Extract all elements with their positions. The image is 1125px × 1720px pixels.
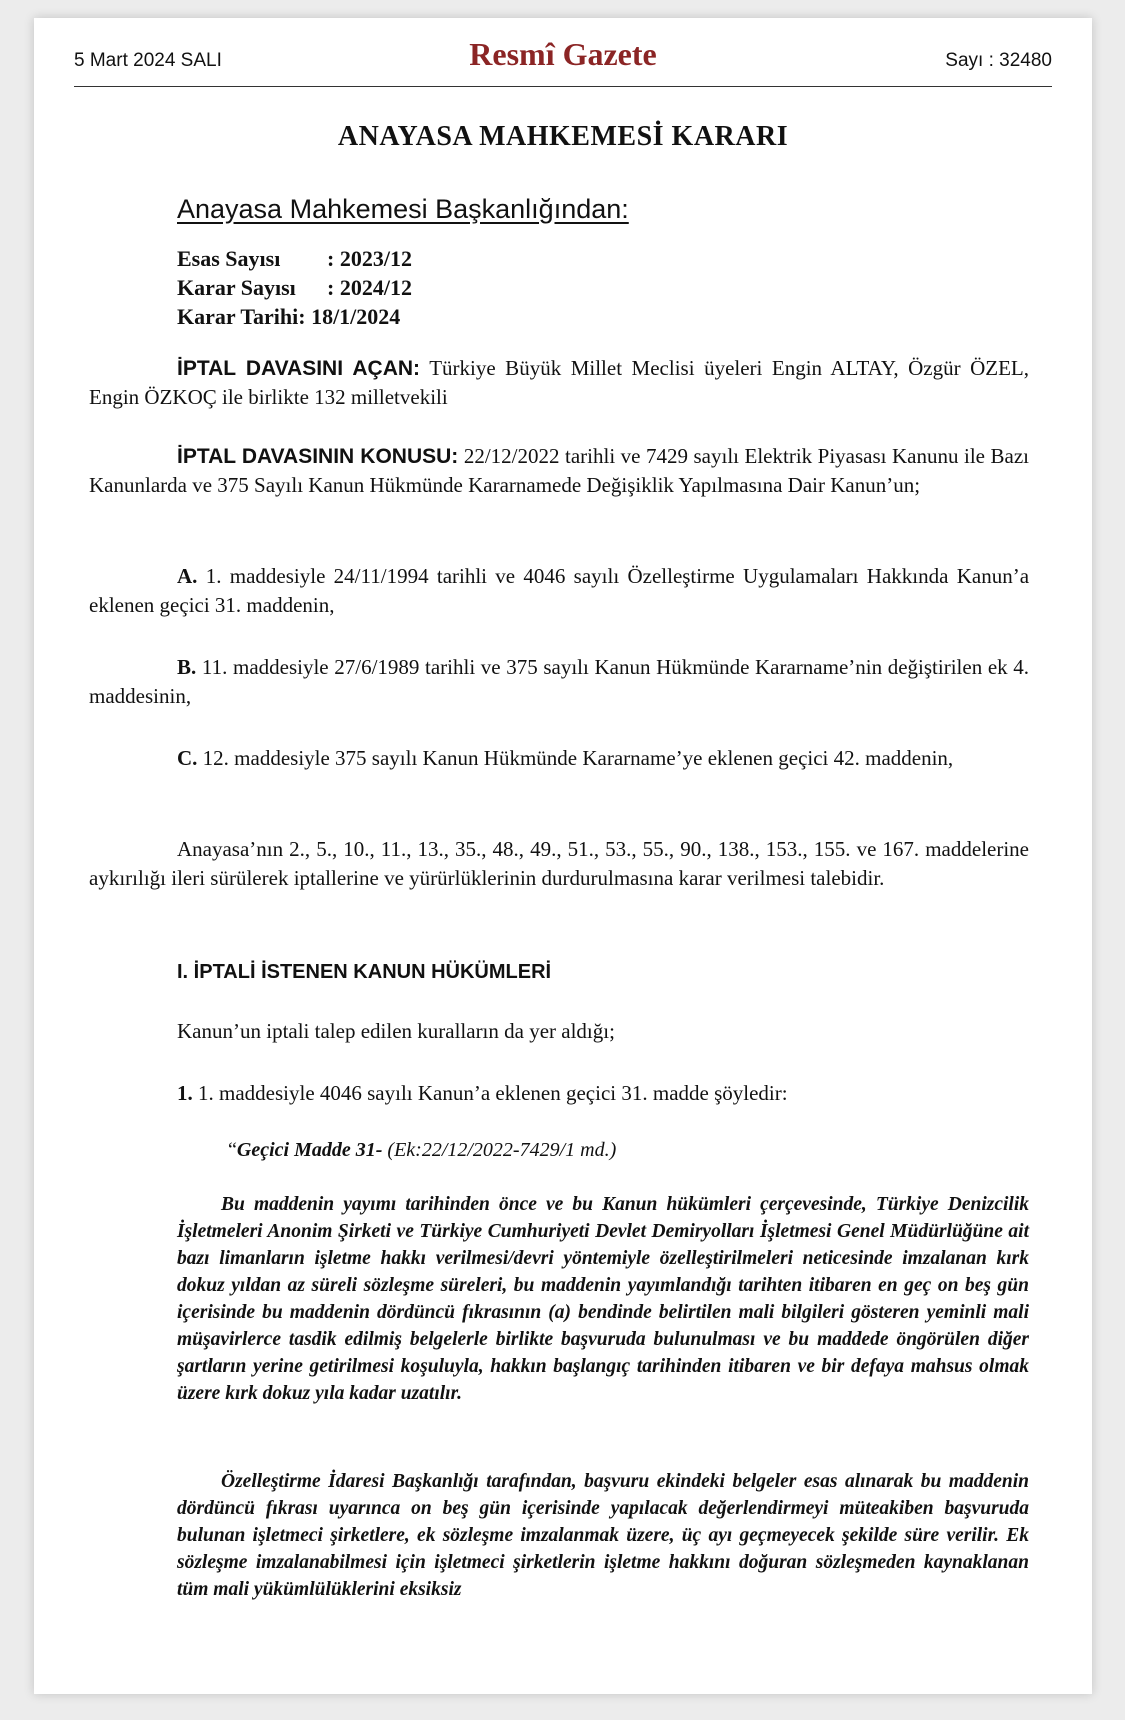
karar-sayisi-row — [177, 273, 412, 302]
section-intro: Kanun’un iptali talep edilen kuralların da yer aldığı; — [177, 1019, 615, 1043]
section-heading: I. İPTALİ İSTENEN KANUN HÜKÜMLERİ — [177, 961, 552, 983]
section-item-text: 1. maddesiyle 4046 sayılı Kanun’a eklenen geçici 31. madde şöyledir: — [198, 1081, 788, 1105]
subject-text: 22/12/2022 tarihli ve 7429 sayılı Elektrik Piyasası Kanunu ile Bazı Kanunlarda ve 375 Sayılı Kanun Hükmünde Kararnamede Değişiklik Yapılmasına Dair Kanun’un; — [89, 444, 1029, 497]
karar-sayisi-label: Karar Sayısı — [177, 275, 296, 300]
karar-tarihi-row — [177, 302, 412, 331]
esas-label: Esas Sayısı — [177, 246, 281, 271]
claim-text: Anayasa’nın 2., 5., 10., 11., 13., 35., 48., 49., 51., 53., 55., 90., 138., 153., 155. ve 167. maddelerine aykırılığı ileri sürülerek iptallerine ve yürürlüklerinin durdurulmasına karar verilmesi talebidir. — [89, 837, 1029, 890]
applicant-label: İPTAL DAVASINI AÇAN: — [177, 357, 421, 380]
item-c — [89, 744, 1029, 773]
issue-date: 5 Mart 2024 SALI — [74, 50, 222, 71]
item-a-text: 1. maddesiyle 24/11/1994 tarihli ve 4046 sayılı Özelleştirme Uygulamaları Hakkında Kanun’a eklenen geçici 31. maddenin, — [89, 564, 1030, 617]
quoted-paragraph-2 — [177, 1468, 1029, 1603]
issue-number: Sayı : 32480 — [945, 50, 1052, 71]
applicant-text: Türkiye Büyük Millet Meclisi üyeleri Engin ALTAY, Özgür ÖZEL, Engin ÖZKOÇ ile birlikte 132 milletvekili — [89, 356, 1029, 409]
item-c-text: 12. maddesiyle 375 sayılı Kanun Hükmünde Kararname’ye eklenen geçici 42. maddenin, — [202, 746, 954, 770]
item-b-letter: B. — [177, 655, 197, 679]
section-item-1 — [177, 1079, 1027, 1108]
quoted-article-heading — [228, 1139, 616, 1162]
subject-label: İPTAL DAVASININ KONUSU: — [177, 445, 459, 468]
gazette-header — [74, 36, 1052, 87]
quote-p2-text: Özelleştirme İdaresi Başkanlığı tarafından, başvuru ekindeki belgeler esas alınarak bu maddenin dördüncü fıkrası uyarınca on beş gün içerisinde yapılacak değerlendirmeyi müteakiben başvuruda bulunan işletmeci şirketlere, ek sözleşme imzalanmak üzere, üç ayı geçmeyecek şekilde süre verilir. Ek sözleşme imzalanabilmesi için işletmeci şirketlerin işletme hakkını doğuran sözleşmeden kaynaklanan tüm mali yükümlülüklerini eksiksiz — [177, 1471, 1029, 1600]
item-a — [89, 562, 1029, 620]
gazette-title: Resmî Gazete — [469, 36, 657, 72]
document-title: ANAYASA MAHKEMESİ KARARI — [337, 121, 789, 152]
section-item-number: 1. — [177, 1081, 193, 1105]
applicant-paragraph — [89, 354, 1029, 412]
item-a-letter: A. — [177, 564, 198, 588]
case-identifiers — [177, 244, 412, 331]
quote-p1-text: Bu maddenin yayımı tarihinden önce ve bu Kanun hükümleri çerçevesinde, Türkiye Denizcilik İşletmeleri Anonim Şirketi ve Türkiye Cumhuriyeti Devlet Demiryolları İşletmesi Genel Müdürlüğüne ait bazı limanların işletme hakkı verilmesi/devri yöntemiyle özelleştirilmeleri neticesinde imzalanan kırk dokuz yıldan az süreli sözleşme süreleri, bu maddenin yayımlandığı tarihten itibaren en geç on beş gün içerisinde bu maddenin dördüncü fıkrasının (a) bendinde belirtilen mali bilgileri gösteren yeminli mali müşavirlerce tasdik edilmiş belgelerle birlikte başvuruda bulunulması ve bu maddede öngörülen diğer şartların yerine getirilmesi koşuluyla, hakkın başlangıç tarihinden itibaren ve bir defaya mahsus olmak üzere kırk dokuz yıla kadar uzatılır. — [177, 1194, 1029, 1404]
item-c-letter: C. — [177, 746, 198, 770]
claim-paragraph — [89, 835, 1029, 893]
esas-row — [177, 244, 412, 273]
karar-tarihi-label: Karar Tarihi: — [177, 304, 306, 329]
presidency-line: Anayasa Mahkemesi Başkanlığından: — [177, 194, 629, 224]
item-b — [89, 653, 1029, 711]
quote-open-mark: “ — [228, 1139, 237, 1161]
karar-sayisi-value: : 2024/12 — [327, 275, 412, 300]
esas-value: : 2023/12 — [327, 246, 412, 271]
quoted-paragraph-1 — [177, 1191, 1029, 1407]
karar-tarihi-value: 18/1/2024 — [311, 304, 401, 329]
item-b-text: 11. maddesiyle 27/6/1989 tarihli ve 375 sayılı Kanun Hükmünde Kararname’nin değiştirilen ek 4. maddesinin, — [89, 655, 1030, 708]
quoted-article-ref: (Ek:22/12/2022-7429/1 md.) — [387, 1139, 617, 1161]
quoted-article-title: Geçici Madde 31- — [236, 1139, 383, 1161]
subject-paragraph — [89, 442, 1029, 500]
gazette-page — [34, 18, 1092, 1694]
